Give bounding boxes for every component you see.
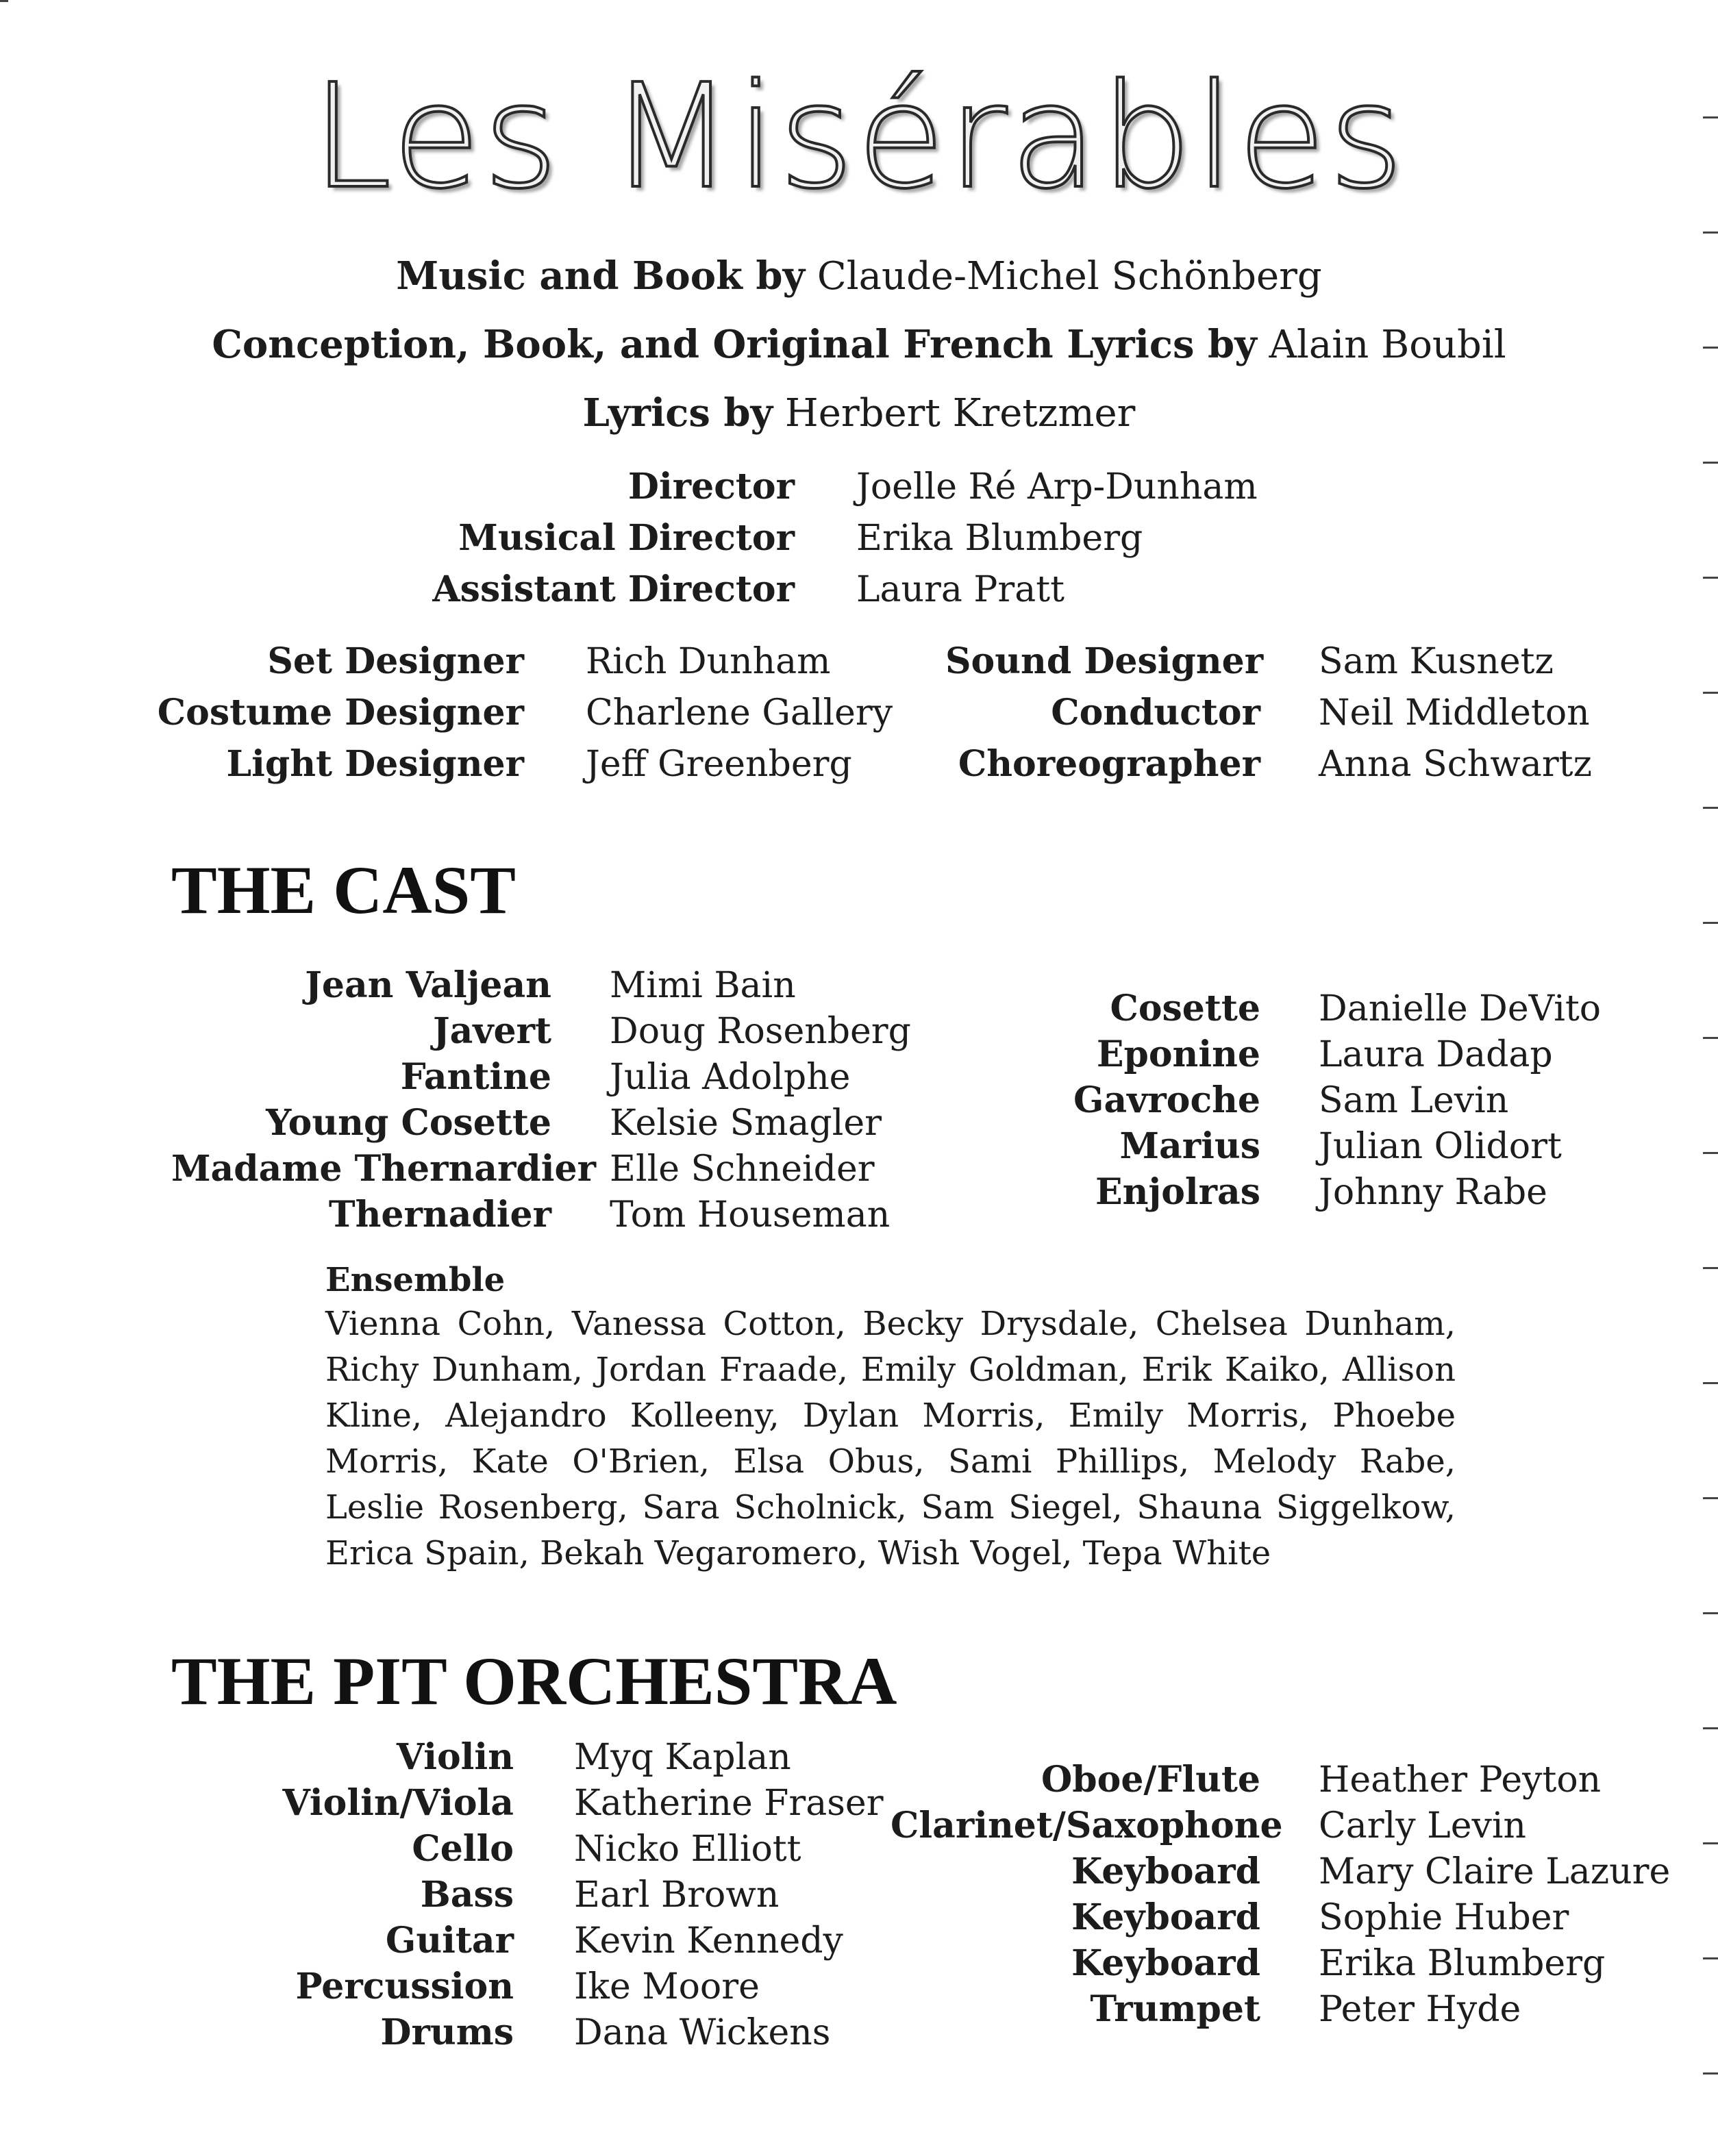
musician-name: Katherine Fraser [574,1783,884,1824]
musician-name: Earl Brown [574,1875,780,1916]
cast-name: Julia Adolphe [610,1057,851,1098]
instrument-label: Keyboard [1071,1851,1260,1892]
edge-mark [1703,577,1718,579]
instrument-label: Cello [412,1828,514,1870]
orchestra-right-names [1319,1759,1702,2038]
cast-name: Johnny Rabe [1319,1172,1547,1213]
cast-right-roles [959,988,1260,1220]
cast-name: Elle Schneider [610,1149,875,1190]
cast-right-names [1319,988,1675,1220]
musician-name: Mary Claire Lazure [1319,1851,1671,1892]
designer-name: Jeff Greenberg [586,744,852,785]
assistant-director-name: Laura Pratt [856,569,1065,610]
assistant-director-label: Assistant Director [432,568,795,610]
musician-name: Nicko Elliott [574,1829,801,1870]
cast-role: Javert [432,1010,551,1052]
orchestra-right-roles [891,1759,1283,2038]
edge-mark [1703,1037,1718,1039]
designer-label: Choreographer [958,743,1260,785]
edge-mark [1703,231,1718,234]
cast-name: Danielle DeVito [1319,988,1602,1029]
instrument-label: Percussion [295,1966,514,2007]
cast-role: Eponine [1096,1033,1260,1075]
edge-mark [1703,1152,1718,1154]
edge-mark [1703,1497,1718,1499]
show-title: Les Misérables [311,53,1407,221]
designer-label: Sound Designer [945,640,1264,682]
cast-heading: THE CAST [171,852,516,928]
instrument-label: Guitar [385,1920,514,1961]
musician-name: Myq Kaplan [574,1737,791,1778]
musician-name: Dana Wickens [574,2012,831,2053]
edge-mark [1703,1727,1718,1729]
cast-role: Thernadier [328,1194,551,1236]
edge-mark [1703,1267,1718,1269]
credit-name: Herbert Kretzmer [784,391,1136,436]
edge-mark [1703,347,1718,349]
cast-name: Doug Rosenberg [610,1011,911,1052]
designer-name: Anna Schwartz [1319,744,1592,785]
designer-label: Set Designer [267,640,524,682]
directors-labels [384,466,795,623]
cast-name: Sam Levin [1319,1080,1509,1121]
credit-role: Lyrics by [582,390,773,436]
ensemble-heading: Ensemble [325,1261,506,1299]
credit-name: Claude-Michel Schönberg [817,254,1322,299]
cast-role: Enjolras [1095,1171,1260,1213]
orchestra-left-names [574,1737,930,2061]
musical-director-name: Erika Blumberg [856,518,1143,559]
corner-mark [0,0,8,2]
edge-mark [1703,462,1718,464]
designers-right-labels [945,640,1264,798]
musician-name: Erika Blumberg [1319,1943,1606,1984]
instrument-label: Bass [420,1874,514,1916]
cast-role: Marius [1119,1125,1260,1167]
designer-name: Rich Dunham [586,641,831,682]
instrument-label: Keyboard [1071,1942,1260,1984]
credit-lyrics [0,390,1718,436]
edge-mark [1703,1957,1718,1959]
cast-role: Madame Thernardier [171,1148,596,1190]
director-name: Joelle Ré Arp-Dunham [856,466,1258,507]
instrument-label: Clarinet/Saxophone [891,1805,1283,1846]
credit-name: Alain Boubil [1269,323,1506,367]
cast-role: Gavroche [1073,1079,1260,1121]
designer-label: Light Designer [226,743,524,785]
cast-name: Tom Houseman [610,1194,891,1236]
instrument-label: Oboe/Flute [1041,1759,1260,1801]
designer-name: Charlene Gallery [586,692,893,734]
edge-mark [1703,692,1718,694]
instrument-label: Trumpet [1090,1988,1260,2030]
cast-name: Laura Dadap [1319,1034,1553,1075]
orchestra-heading: THE PIT ORCHESTRA [171,1643,897,1719]
musician-name: Carly Levin [1319,1805,1526,1846]
edge-mark [1703,116,1718,118]
cast-name: Julian Olidort [1319,1126,1562,1167]
cast-role: Cosette [1110,988,1260,1029]
cast-left-roles [171,964,596,1243]
instrument-label: Keyboard [1071,1896,1260,1938]
designer-name: Sam Kusnetz [1319,641,1554,682]
musician-name: Sophie Huber [1319,1897,1569,1938]
credit-role: Music and Book by [396,253,806,299]
ensemble-list: Vienna Cohn, Vanessa Cotton, Becky Drysdale, Chelsea Dunham, Richy Dunham, Jordan Fraade, Emily Goldman, Erik Kaiko, Allison Kline, Alejandro Kolleeny, Dylan Morris, Emily Morris, Phoebe Morris, Kate O'Brien, Elsa Obus, Sami Phillips, Melody Rabe, Leslie Rosenberg, Sara Scholnick, Sam Siegel, Shauna Siggelkow, Erica Spain, Bekah Vegaromero, Wish Vogel, Tepa White [325,1305,1456,1572]
edge-mark [1703,1842,1718,1844]
musician-name: Kevin Kennedy [574,1920,843,1961]
edge-mark [1703,2072,1718,2074]
cast-role: Fantine [400,1056,551,1098]
designers-left-labels [137,640,524,798]
instrument-label: Drums [380,2011,514,2053]
edge-mark [1703,1382,1718,1384]
director-label: Director [627,466,795,507]
musical-director-label: Musical Director [458,517,795,559]
credit-conception [0,322,1718,367]
edge-mark [1703,807,1718,809]
cast-name: Kelsie Smagler [610,1103,882,1144]
credit-music [0,253,1718,299]
designer-label: Costume Designer [157,692,524,734]
cast-name: Mimi Bain [610,965,796,1006]
orchestra-left-roles [171,1736,514,2061]
designers-left-names [586,641,942,798]
musician-name: Heather Peyton [1319,1759,1602,1801]
instrument-label: Violin/Viola [282,1782,514,1824]
musician-name: Peter Hyde [1319,1989,1521,2030]
cast-left-names [610,965,952,1243]
edge-mark [1703,922,1718,924]
designers-right-names [1319,641,1675,798]
credit-role: Conception, Book, and Original French Lyrics by [212,322,1257,367]
cast-role: Jean Valjean [305,964,551,1006]
designer-name: Neil Middleton [1319,692,1590,734]
cast-role: Young Cosette [266,1102,551,1144]
edge-mark [1703,1612,1718,1614]
directors-names [856,466,1404,623]
instrument-label: Violin [396,1736,514,1778]
designer-label: Conductor [1051,692,1260,734]
musician-name: Ike Moore [574,1966,760,2007]
